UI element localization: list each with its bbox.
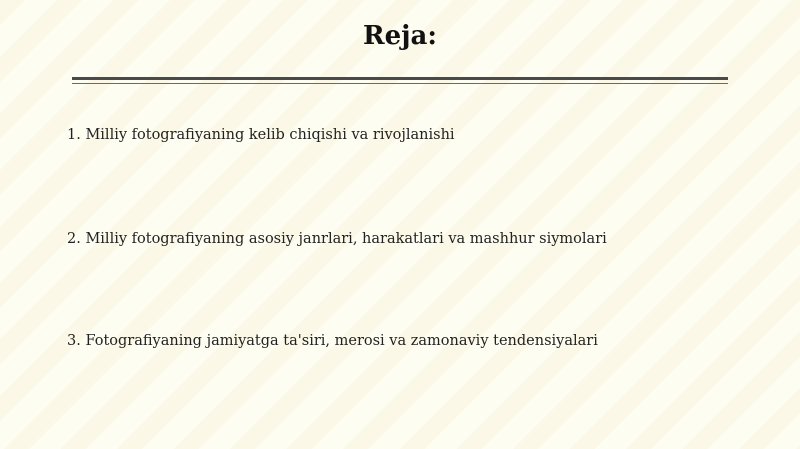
plan-item-2: 2. Milliy fotografiyaning asosiy janrlari, harakatlari va mashhur siymolari: [67, 231, 607, 247]
plan-item-3: 3. Fotografiyaning jamiyatga ta'siri, merosi va zamonaviy tendensiyalari: [67, 333, 598, 349]
divider-thin-line: [72, 83, 728, 84]
plan-item-1: 1. Milliy fotografiyaning kelib chiqishi va rivojlanishi: [67, 127, 455, 143]
title-divider: [72, 77, 728, 86]
slide-title: Reja:: [362, 21, 437, 51]
divider-thick-line: [72, 77, 728, 80]
